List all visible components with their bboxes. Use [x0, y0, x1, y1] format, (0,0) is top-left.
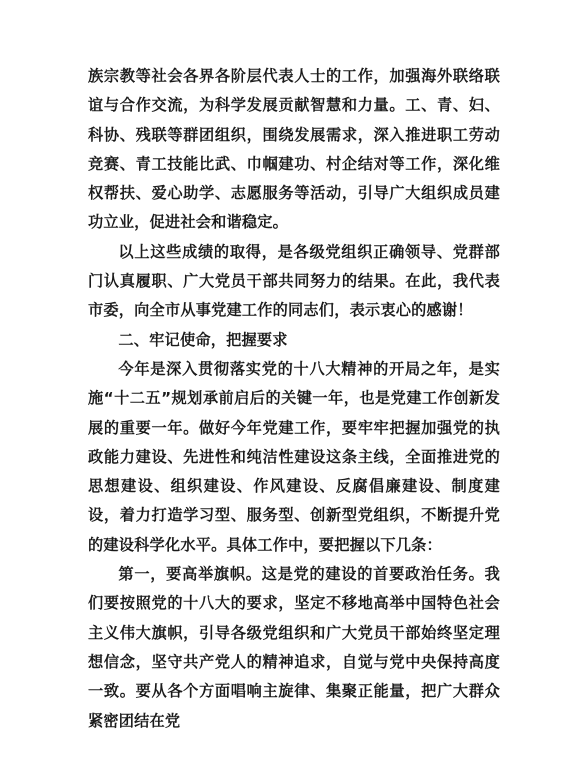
paragraph-acknowledgement: 以上这些成绩的取得，是各级党组织正确领导、党群部门认真履职、广大党员干部共同努力的结果。在此，我代表市委，向全市从事党建工作的同志们，表示衷心的感谢！	[88, 242, 500, 320]
paragraph-overview: 今年是深入贯彻落实党的十八大精神的开局之年，是实施“十二五”规划承前启后的关键一年，也是党建工作创新发展的重要一年。做好今年党建工作，要牢牢把握加强党的执政能力建设、先进性和纯洁性建设这条主线，全面推进党的思想建设、组织建设、作风建设、反腐倡廉建设、制度建设，着力打造学习型、服务型、创新型党组织，不断提升党的建设科学化水平。具体工作中，要把握以下几条：	[88, 359, 500, 554]
section-heading: 二、牢记使命，把握要求	[118, 330, 288, 349]
paragraph-first-point: 第一，要高举旗帜。这是党的建设的首要政治任务。我们要按照党的十八大的要求，坚定不移地高举中国特色社会主义伟大旗帜，引导各级党组织和广大党员干部始终坚定理想信念，坚守共产党人的精神追求，自觉与党中央保持高度一致。要从各个方面唱响主旋律、集聚正能量，把广大群众紧密团结在党	[88, 565, 500, 730]
document-body	[88, 62, 500, 736]
paragraph-continued: 族宗教等社会各界各阶层代表人士的工作，加强海外联络联谊与合作交流，为科学发展贡献智慧和力量。工、青、妇、科协、残联等群团组织，围绕发展需求，深入推进职工劳动竞赛、青工技能比武、巾帼建功、村企结对等工作，深化维权帮扶、爱心助学、志愿服务等活动，引导广大组织成员建功立业，促进社会和谐稳定。	[88, 67, 500, 232]
